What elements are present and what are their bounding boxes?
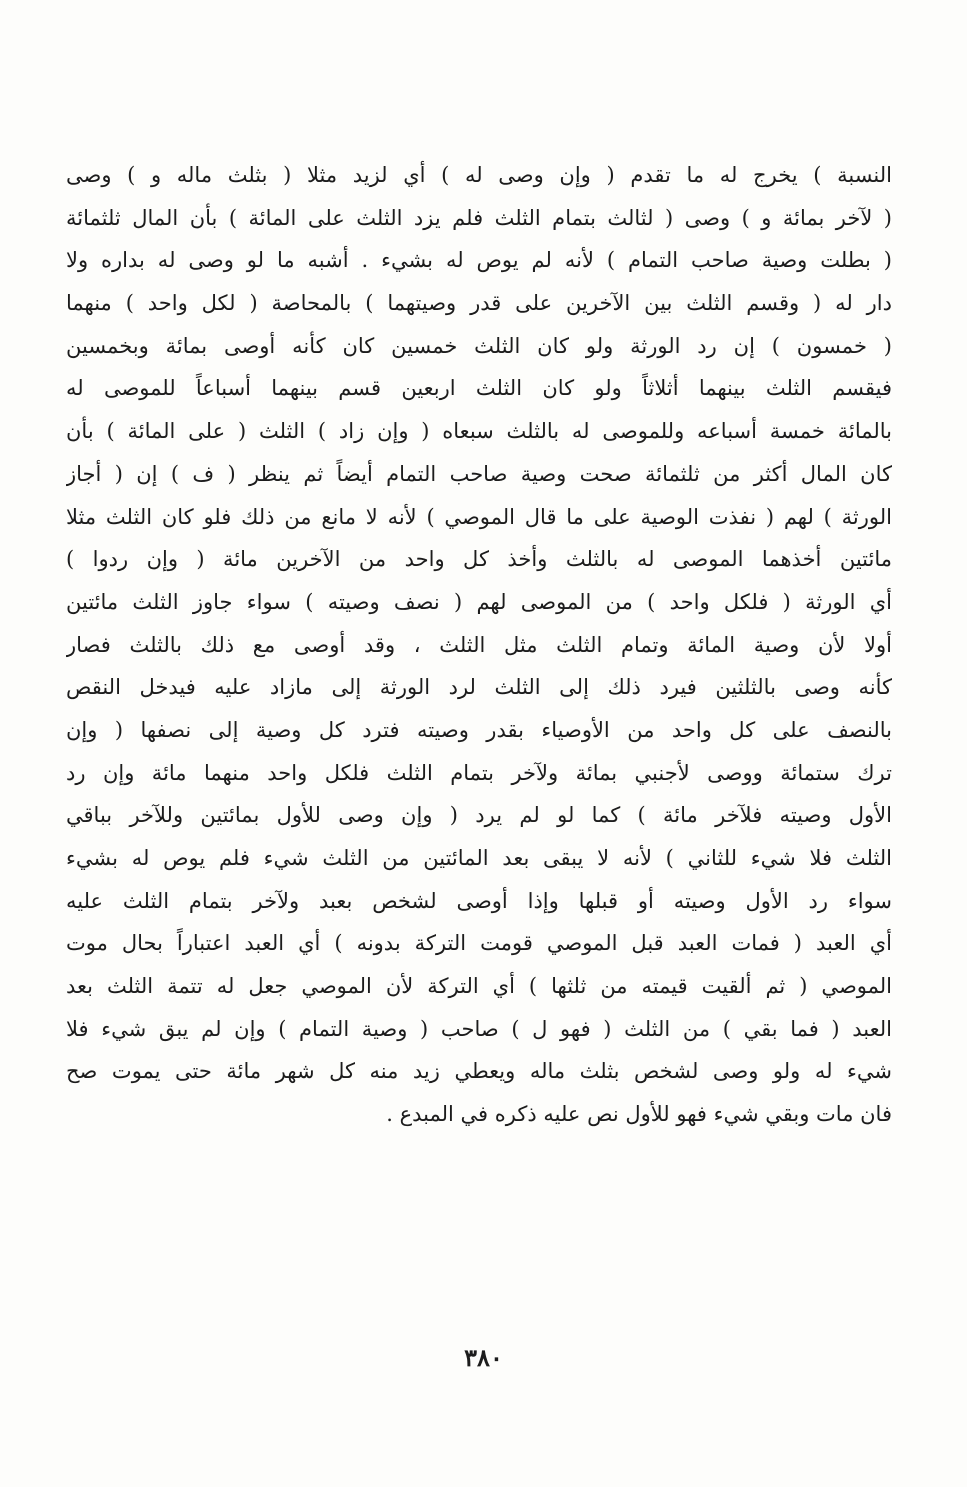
page-number: ٣٨٠ bbox=[464, 1343, 503, 1372]
text-line: بالمائة خمسة أسباعه وللموصى له بالثلث سبعاه ( وإن زاد ) الثلث ( على المائة ) بأن bbox=[66, 419, 892, 444]
text-line: الأول وصيته فلآخر مائة ) كما لو لم يرد ( وإن وصى للأول بمائتين وللآخر بباقي bbox=[66, 803, 892, 828]
text-line: كان المال أكثر من ثلثمائة صحت وصية صاحب التمام أيضاً ثم ينظر ( ف ) إن ( أجاز bbox=[66, 461, 892, 486]
text-line: بالنصف على كل واحد من الأوصياء بقدر وصيته فترد كل وصية إلى نصفها ( وإن bbox=[66, 717, 892, 742]
body-text bbox=[66, 154, 892, 1136]
text-line: ( لآخر بمائة و ) وصى ( لثالث بتمام الثلث فلم يزد الثلث على المائة ) بأن المال ثلثمائة bbox=[66, 205, 892, 230]
text-line: أولا لأن وصية المائة وتمام الثلث مثل الثلث ، وقد أوصى مع ذلك بالثلث فصار bbox=[66, 632, 892, 657]
text-line: الثلث فلا شيء للثاني ) لأنه لا يبقى بعد المائتين من الثلث شيء فلم يوص له بشيء bbox=[66, 846, 892, 870]
text-line: ترك ستمائة ووصى لأجنبي بمائة ولآخر بتمام الثلث فلكل واحد منهما مائة وإن رد bbox=[66, 760, 892, 785]
text-line: أي العبد ( فمات العبد قبل الموصي قومت التركة بدونه ) أي العبد اعتباراً بحال موت bbox=[66, 931, 892, 956]
text-line: كأنه وصى بالثلثين فيرد ذلك إلى الثلث لرد الورثة إلى مازاد عليه فيدخل النقص bbox=[66, 675, 892, 700]
text-line: فيقسم الثلث بينهما أثلاثاً ولو كان الثلث اربعين قسم بينهما أسباعاً للموصى له bbox=[66, 376, 892, 401]
text-line: مائتين أخذهما الموصى له بالثلث وأخذ كل واحد من الآخرين مائة ( وإن ردوا ) bbox=[66, 547, 892, 572]
text-line: الورثة ) لهم ( نفذت الوصية على ما قال الموصي ) لأنه لا مانع من ذلك فلو كان الثلث مثلا bbox=[66, 504, 892, 529]
text-line: أي الورثة ( فلكل واحد ) من الموصى لهم ( نصف وصيته ) سواء جاوز الثلث مائتين bbox=[66, 589, 892, 614]
text-line: النسبة ) يخرج له ما تقدم ( وإن وصى له ) أي لزيد مثلا ( بثلث ماله و ) وصى bbox=[66, 163, 892, 187]
text-line: العبد ( فما بقي ) من الثلث ( فهو ل ) صاحب ( وصية التمام ) وإن لم يبق شيء فلا bbox=[66, 1016, 892, 1041]
text-line: دار له ( وقسم الثلث بين الآخرين على قدر وصيتهما ) بالمحاصة ( لكل واحد ) منهما bbox=[66, 291, 892, 316]
text-line: ( بطلت وصية صاحب التمام ) لأنه لم يوص له بشيء . أشبه ما لو وصى له بداره ولا bbox=[66, 248, 892, 273]
text-line: شيء له ولو وصى لشخص بثلث ماله ويعطي زيد منه كل شهر مائة حتى يموت صح bbox=[66, 1059, 892, 1084]
text-line: فان مات وبقي شيء فهو للأول نص عليه ذكره في المبدع . bbox=[386, 1102, 892, 1127]
text-line: سواء رد الأول وصيته أو قبلها وإذا أوصى لشخص بعبد ولآخر بتمام الثلث عليه bbox=[66, 888, 892, 913]
text-line: الموصي ( ثم ألقيت قيمته من ثلثها ) أي التركة لأن الموصي جعل له تتمة الثلث بعد bbox=[66, 974, 892, 999]
text-line: ( خمسون ) إن رد الورثة ولو كان الثلث خمسين كان كأنه أوصى بمائة وبخمسين bbox=[66, 333, 892, 358]
